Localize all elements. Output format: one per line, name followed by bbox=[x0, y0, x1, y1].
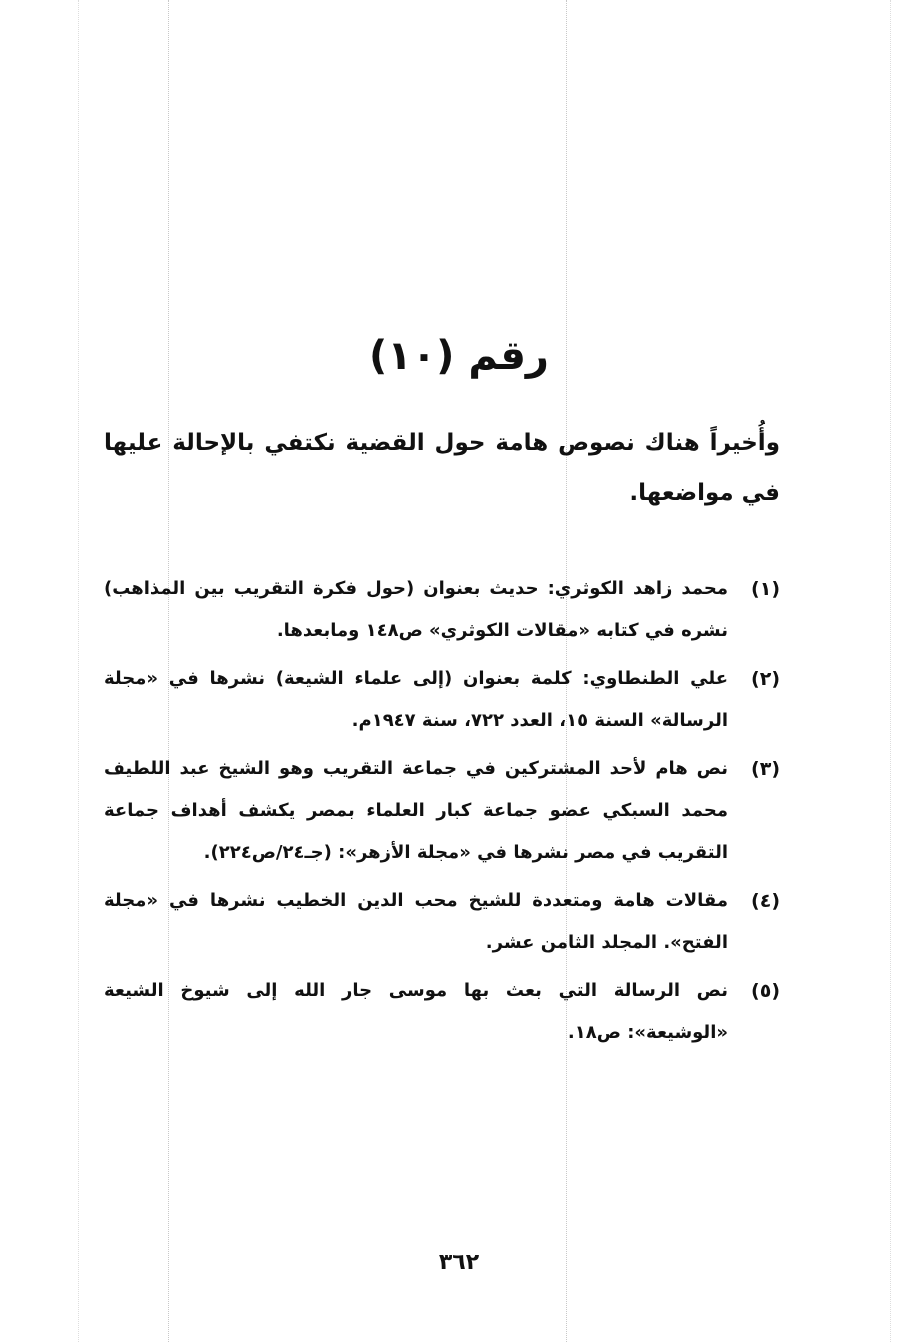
notes-list bbox=[104, 568, 780, 1060]
note-number: (٤) bbox=[751, 890, 780, 912]
note-text: محمد زاهد الكوثري: حديث بعنوان (حول فكرة التقريب بين المذاهب) نشره في كتابه «مقالات الكوثري» ص١٤٨ ومابعدها. bbox=[104, 578, 728, 641]
note-text: نص الرسالة التي بعث بها موسى جار الله إلى شيوخ الشيعة «الوشيعة»: ص١٨. bbox=[104, 980, 728, 1043]
page-number: ٣٦٢ bbox=[438, 1250, 480, 1275]
section-heading: رقم (١٠) bbox=[369, 333, 549, 379]
intro-paragraph: وأُخيراً هناك نصوص هامة حول القضية نكتفي بالإحالة عليها في مواضعها. bbox=[104, 430, 780, 506]
note-item bbox=[104, 880, 780, 964]
note-text: علي الطنطاوي: كلمة بعنوان (إلى علماء الشيعة) نشرها في «مجلة الرسالة» السنة ١٥، العدد ٧٢٢، سنة ١٩٤٧م. bbox=[104, 668, 728, 731]
note-text: مقالات هامة ومتعددة للشيخ محب الدين الخطيب نشرها في «مجلة الفتح». المجلد الثامن عشر. bbox=[104, 890, 728, 953]
note-number: (٥) bbox=[751, 980, 780, 1002]
note-text: نص هام لأحد المشتركين في جماعة التقريب وهو الشيخ عبد اللطيف محمد السبكي عضو جماعة كبار العلماء بمصر يكشف أهداف جماعة التقريب في مصر نشرها في «مجلة الأزهر»: (جـ٢٤/ص٢٢٤). bbox=[104, 758, 728, 863]
scan-guide-line bbox=[890, 0, 891, 1342]
note-item bbox=[104, 568, 780, 652]
scan-guide-line bbox=[78, 0, 79, 1342]
note-number: (٣) bbox=[751, 758, 780, 780]
note-number: (١) bbox=[751, 578, 780, 600]
note-item bbox=[104, 658, 780, 742]
note-item bbox=[104, 748, 780, 874]
note-item bbox=[104, 970, 780, 1054]
note-number: (٢) bbox=[751, 668, 780, 690]
